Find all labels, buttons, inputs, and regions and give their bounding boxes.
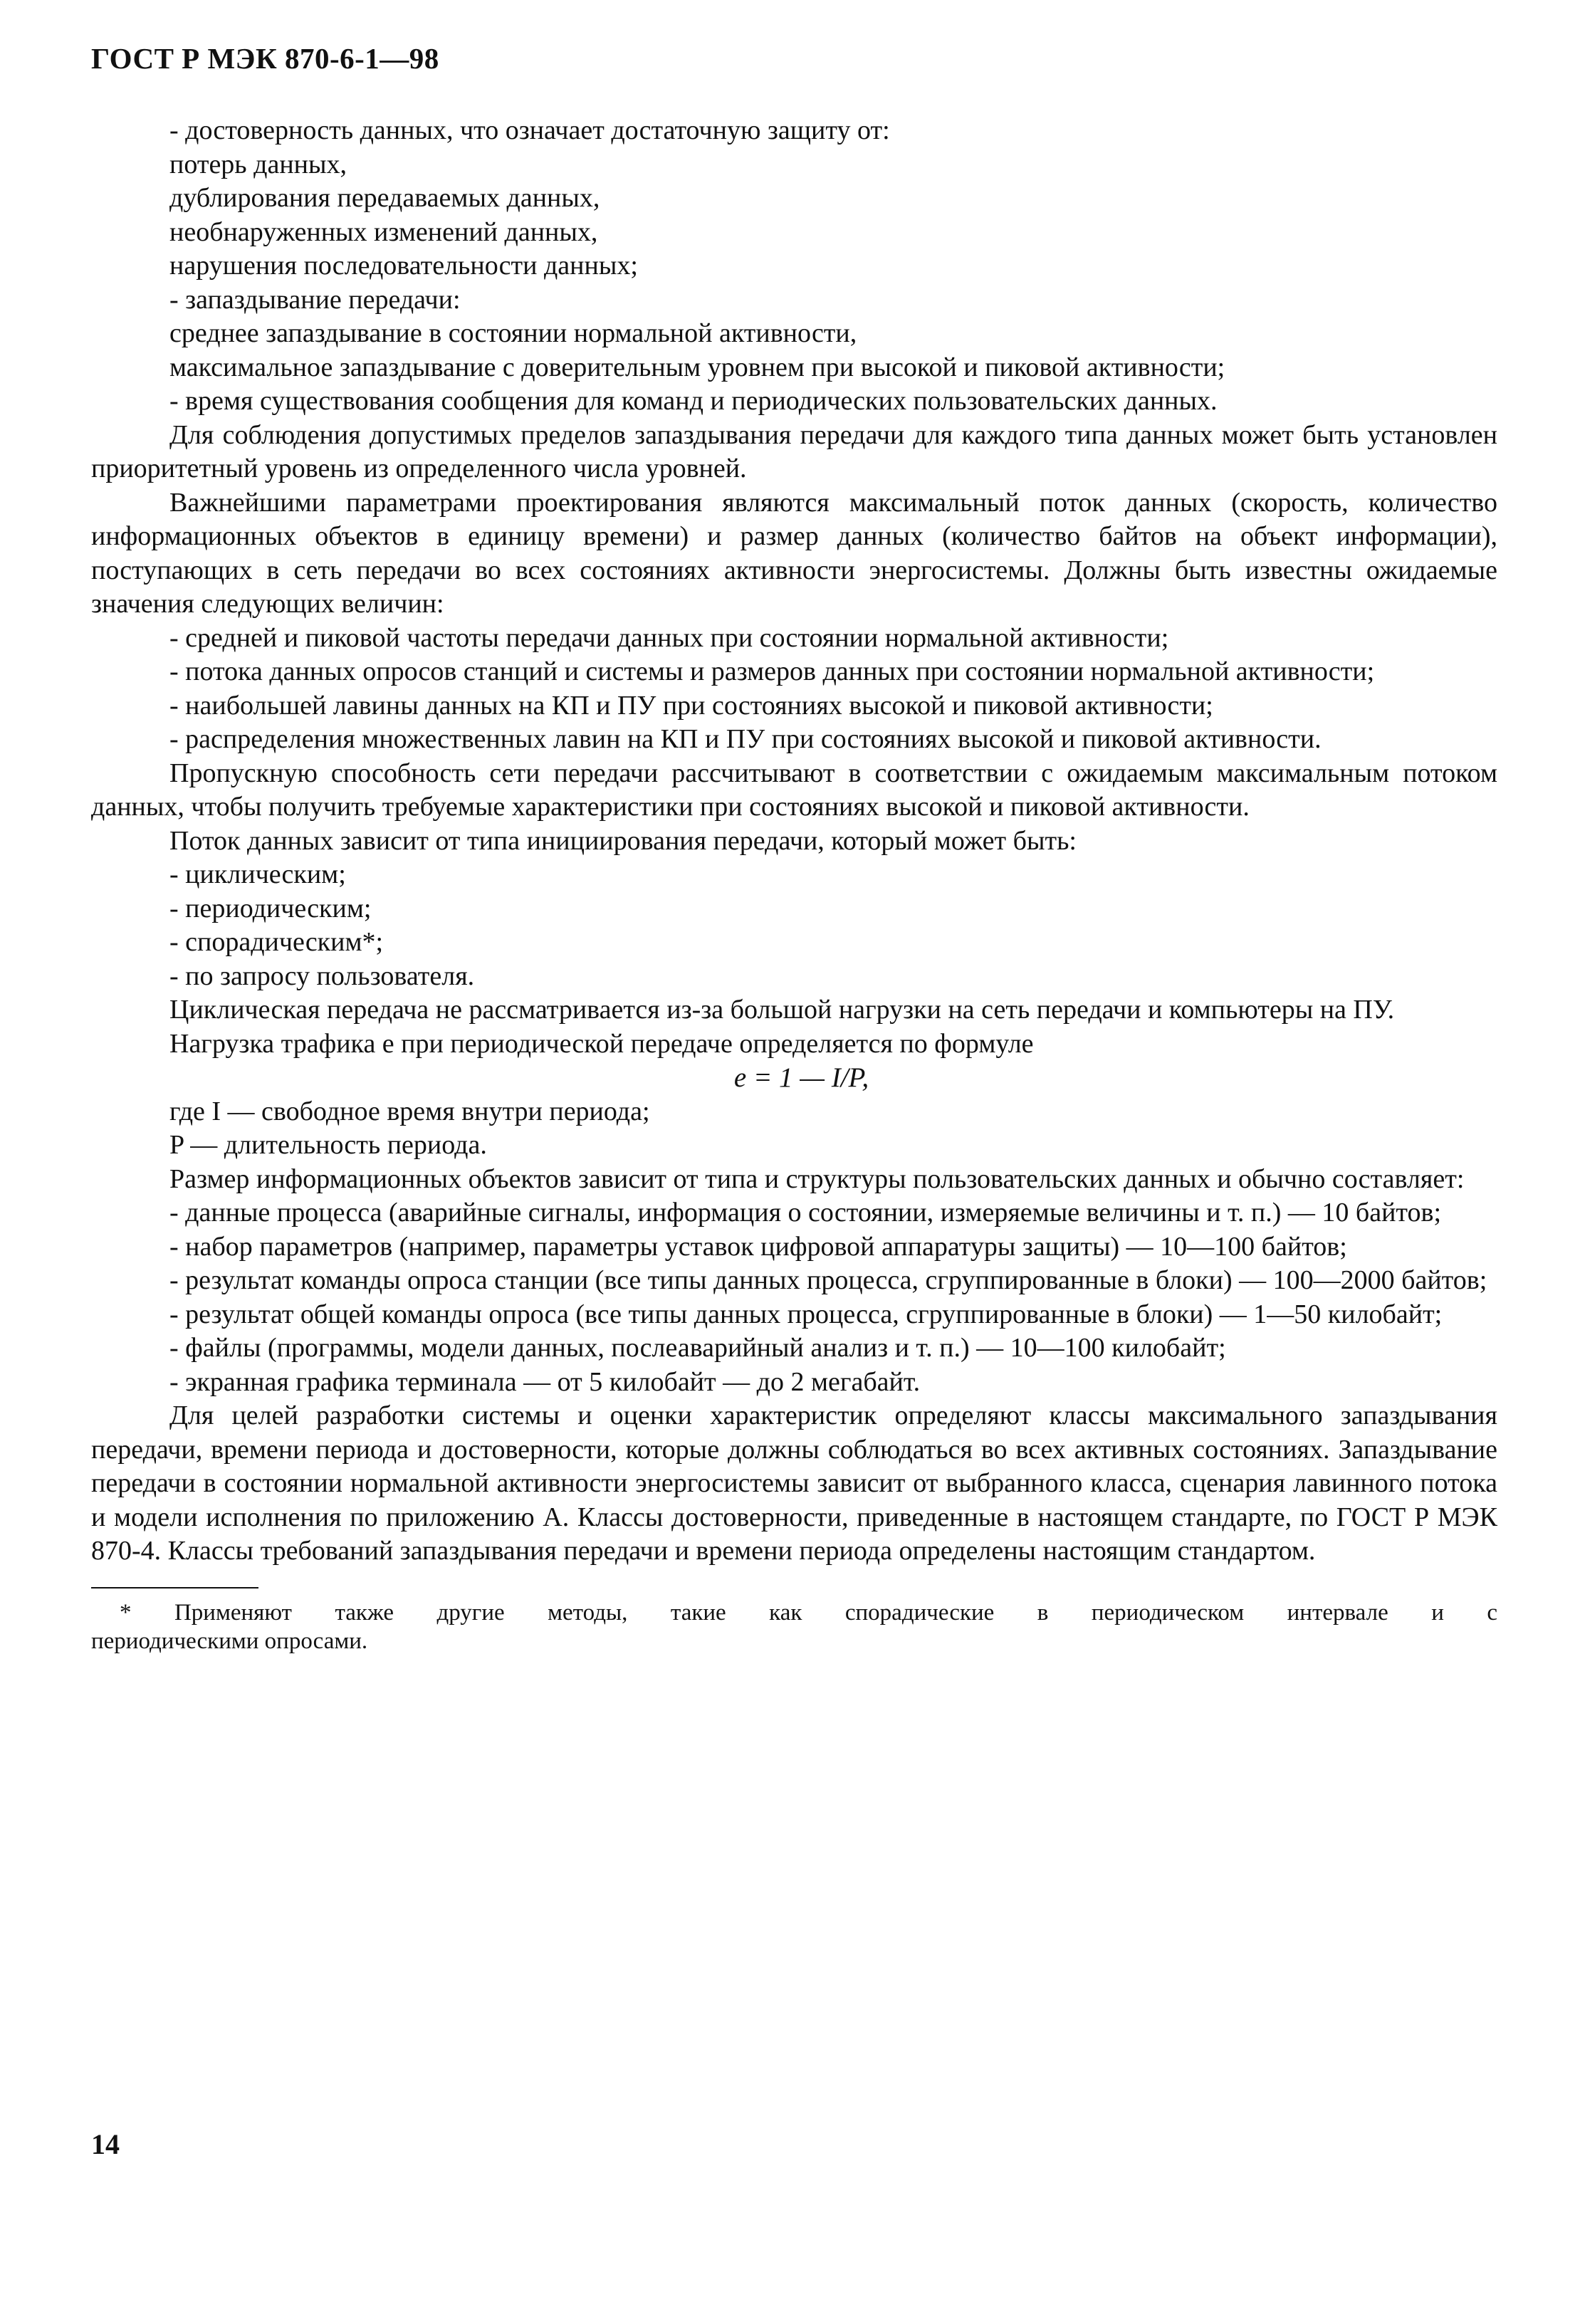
list-item: - спорадическим*; — [169, 927, 384, 957]
document-header: ГОСТ Р МЭК 870-6-1—98 — [91, 42, 439, 75]
paragraph: Пропускную способность сети передачи рассчитывают в соответствии с ожидаемым максимальным потоком данных, чтобы получить требуемые характеристики при состояниях высокой и пиковой активности. — [91, 758, 1497, 822]
list-item: - периодическим; — [169, 893, 372, 923]
list-item: - набор параметров (например, параметры уставок цифровой аппаратуры защиты) — 10—100 байтов; — [169, 1231, 1347, 1262]
list-item: - потока данных опросов станций и системы и размеров данных при состоянии нормальной активности; — [169, 656, 1375, 686]
list-item: - данные процесса (аварийные сигналы, информация о состоянии, измеряемые величины и т. п.) — 10 байтов; — [169, 1198, 1442, 1228]
list-item: дублирования передаваемых данных, — [169, 183, 600, 213]
definition-line: P — длительность периода. — [169, 1130, 487, 1160]
paragraph: - достоверность данных, что означает достаточную защиту от: — [169, 115, 890, 145]
list-item: - циклическим; — [169, 859, 346, 889]
list-item: - результат команды опроса станции (все типы данных процесса, сгруппированные в блоки) — 100—2000 байтов; — [169, 1265, 1487, 1295]
list-item: - средней и пиковой частоты передачи данных при состоянии нормальной активности; — [169, 622, 1169, 653]
paragraph: Для соблюдения допустимых пределов запаздывания передачи для каждого типа данных может быть установлен приоритетный уровень из определенного числа уровней. — [91, 419, 1497, 483]
paragraph: Для целей разработки системы и оценки характеристик определяют классы максимального запаздывания передачи, времени периода и достоверности, которые должны соблюдаться во всех активных состояниях. Запаздывание передачи в состоянии нормальной активности энергосистемы зависит от выбранного класса, сценария лавинного потока и модели исполнения по приложению А. Классы достоверности, приведенные в настоящем стандарте, по ГОСТ Р МЭК 870-4. Классы требований запаздывания передачи и времени периода определены настоящим стандартом. — [91, 1401, 1497, 1566]
footnote-line: периодическими опросами. — [91, 1628, 368, 1654]
list-item: необнаруженных изменений данных, — [169, 216, 598, 247]
list-item: - экранная графика терминала — от 5 килобайт — до 2 мегабайт. — [169, 1366, 921, 1397]
paragraph: Важнейшими параметрами проектирования являются максимальный поток данных (скорость, количество информационных объектов в единицу времени) и размер данных (количество байтов на объект информации), поступающих в сеть передачи во всех состояниях активности энергосистемы. Должны быть известны ожидаемые значения следующих величин: — [91, 487, 1497, 619]
page-number: 14 — [91, 2128, 120, 2160]
list-item: - распределения множественных лавин на КП и ПУ при состояниях высокой и пиковой активности. — [169, 724, 1322, 754]
paragraph: Нагрузка трафика e при периодической передаче определяется по формуле — [169, 1028, 1034, 1059]
definition-line: где I — свободное время внутри периода; — [169, 1096, 650, 1126]
paragraph: - время существования сообщения для команд и периодических пользовательских данных. — [169, 386, 1218, 416]
list-item: - результат общей команды опроса (все типы данных процесса, сгруппированные в блоки) — 1—50 килобайт; — [169, 1299, 1443, 1329]
paragraph: Поток данных зависит от типа инициирования передачи, который может быть: — [169, 825, 1077, 856]
footnote — [91, 1598, 1497, 1655]
footnote-line: * Применяют также другие методы, такие как спорадические в периодическом интервале и с — [120, 1599, 1497, 1626]
list-item: среднее запаздывание в состоянии нормальной активности, — [169, 318, 857, 348]
list-item: - наибольшей лавины данных на КП и ПУ при состояниях высокой и пиковой активности; — [169, 690, 1213, 721]
document-body — [91, 114, 1497, 1655]
footnote-divider — [91, 1587, 258, 1588]
paragraph: - запаздывание передачи: — [169, 284, 461, 315]
list-item: максимальное запаздывание с доверительным уровнем при высокой и пиковой активности; — [169, 352, 1225, 382]
paragraph: Циклическая передача не рассматривается из-за большой нагрузки на сеть передачи и компьютеры на ПУ. — [169, 995, 1395, 1025]
paragraph: Размер информационных объектов зависит от типа и структуры пользовательских данных и обычно составляет: — [169, 1163, 1465, 1194]
formula: e = 1 — I/P, — [733, 1062, 869, 1093]
list-item: нарушения последовательности данных; — [169, 251, 638, 281]
list-item: потерь данных, — [169, 149, 347, 179]
list-item: - по запросу пользователя. — [169, 961, 475, 991]
list-item: - файлы (программы, модели данных, послеаварийный анализ и т. п.) — 10—100 килобайт; — [169, 1333, 1226, 1363]
